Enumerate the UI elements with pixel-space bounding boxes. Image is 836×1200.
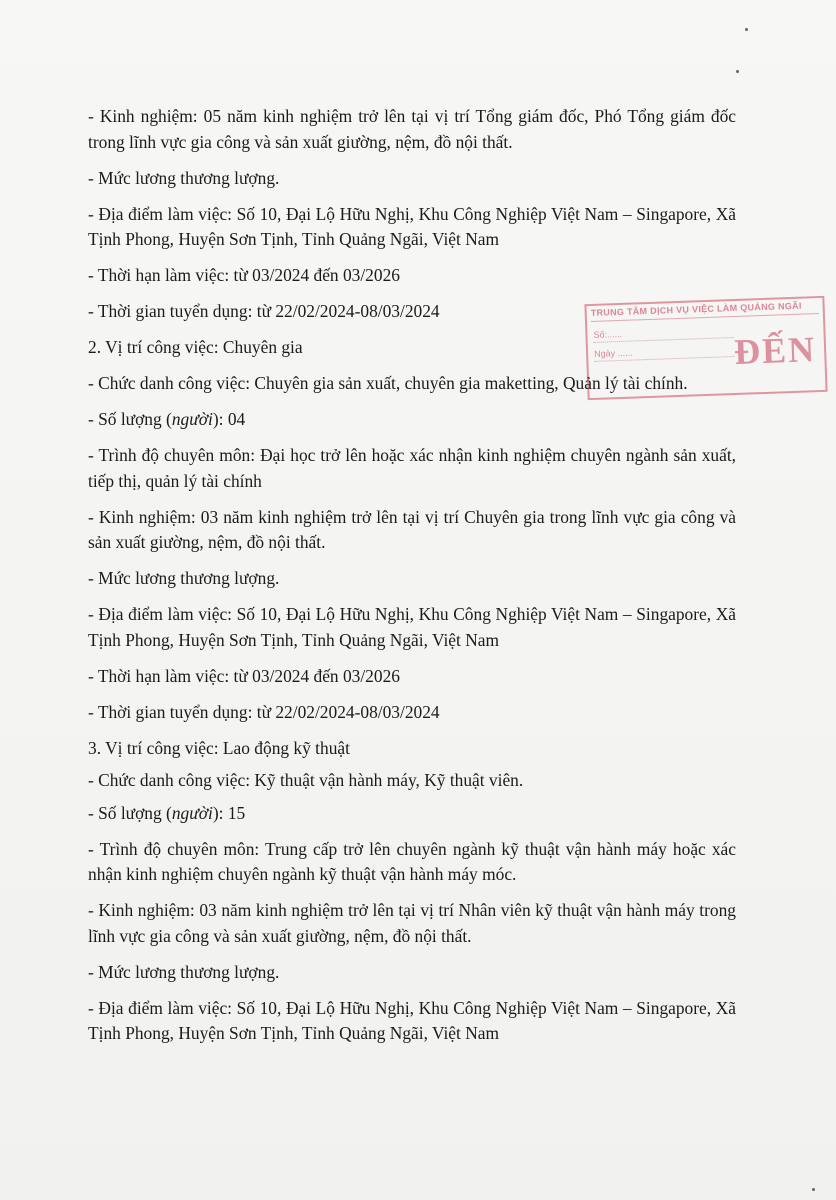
s2-quantity — [88, 407, 736, 433]
s2-qualification: - Trình độ chuyên môn: Đại học trở lên hoặc xác nhận kinh nghiệm chuyên ngành sản xuất, tiếp thị, quản lý tài chính — [88, 445, 736, 491]
s3-experience: - Kinh nghiệm: 03 năm kinh nghiệm trở lên tại vị trí Nhân viên kỹ thuật vận hành máy trong lĩnh vực gia công và sản xuất giường, nệm, đồ nội thất. — [88, 900, 736, 946]
s2-recruit-time: - Thời gian tuyển dụng: từ 22/02/2024-08/03/2024 — [88, 701, 440, 722]
s2-qty-unit: người — [171, 409, 213, 429]
s2-term: - Thời hạn làm việc: từ 03/2024 đến 03/2026 — [88, 665, 400, 686]
s2-location: - Địa điểm làm việc: Số 10, Đại Lộ Hữu Nghị, Khu Công Nghiệp Việt Nam – Singapore, Xã Tịnh Phong, Huyện Sơn Tịnh, Tỉnh Quảng Ngãi, Việt Nam — [88, 604, 736, 650]
s2-qty-suffix: ): 04 — [212, 409, 246, 429]
s2-experience: - Kinh nghiệm: 03 năm kinh nghiệm trở lên tại vị trí Chuyên gia trong lĩnh vực gia công và sản xuất giường, nệm, đồ nội thất. — [88, 506, 736, 552]
s1-salary: - Mức lương thương lượng. — [88, 167, 280, 188]
scan-speck — [745, 28, 748, 31]
s1-recruit-time: - Thời gian tuyển dụng: từ 22/02/2024-08/03/2024 — [88, 301, 440, 321]
s1-experience: - Kinh nghiệm: 05 năm kinh nghiệm trở lên tại vị trí Tổng giám đốc, Phó Tổng giám đốc trong lĩnh vực gia công và sản xuất giường, nệm, đồ nội thất. — [88, 106, 736, 152]
s3-salary: - Mức lương thương lượng. — [88, 961, 280, 982]
s3-qty-unit: người — [171, 802, 213, 823]
s3-title: - Chức danh công việc: Kỹ thuật vận hành máy, Kỹ thuật viên. — [88, 770, 524, 790]
s1-location: - Địa điểm làm việc: Số 10, Đại Lộ Hữu Nghị, Khu Công Nghiệp Việt Nam – Singapore, Xã Tịnh Phong, Huyện Sơn Tịnh, Tỉnh Quảng Ngãi, Việt Nam — [88, 203, 736, 249]
document-body — [88, 104, 736, 1057]
s3-heading: 3. Vị trí công việc: Lao động kỹ thuật — [88, 737, 350, 758]
s2-title: - Chức danh công việc: Chuyên gia sản xuất, chuyên gia maketting, Quản lý tài chính. — [88, 373, 688, 393]
stamp-word: ĐẾN — [733, 329, 817, 373]
s2-qty-prefix: - Số lượng ( — [88, 409, 172, 429]
s3-location: - Địa điểm làm việc: Số 10, Đại Lộ Hữu Nghị, Khu Công Nghiệp Việt Nam – Singapore, Xã Tịnh Phong, Huyện Sơn Tịnh, Tỉnh Quảng Ngãi, Việt Nam — [88, 997, 736, 1043]
scan-speck — [812, 1188, 815, 1191]
s3-qty-prefix: - Số lượng ( — [88, 802, 172, 823]
stamp-date-line: Ngày ...... — [594, 342, 734, 362]
s1-term: - Thời hạn làm việc: từ 03/2024 đến 03/2026 — [88, 265, 400, 285]
s2-heading: 2. Vị trí công việc: Chuyên gia — [88, 337, 303, 357]
s3-qty-suffix: ): 15 — [212, 802, 246, 823]
s3-quantity — [88, 801, 736, 827]
scan-speck — [736, 70, 739, 73]
s2-salary: - Mức lương thương lượng. — [88, 568, 280, 588]
stamp-header: TRUNG TÂM DỊCH VỤ VIỆC LÀM QUẢNG NGÃI — [591, 300, 819, 322]
stamp-number-line: Số:...... — [593, 323, 733, 343]
s3-qualification: - Trình độ chuyên môn: Trung cấp trở lên chuyên ngành kỹ thuật vận hành máy hoặc xác nhận kinh nghiệm chuyên ngành kỹ thuật vận hành máy móc. — [88, 838, 736, 884]
